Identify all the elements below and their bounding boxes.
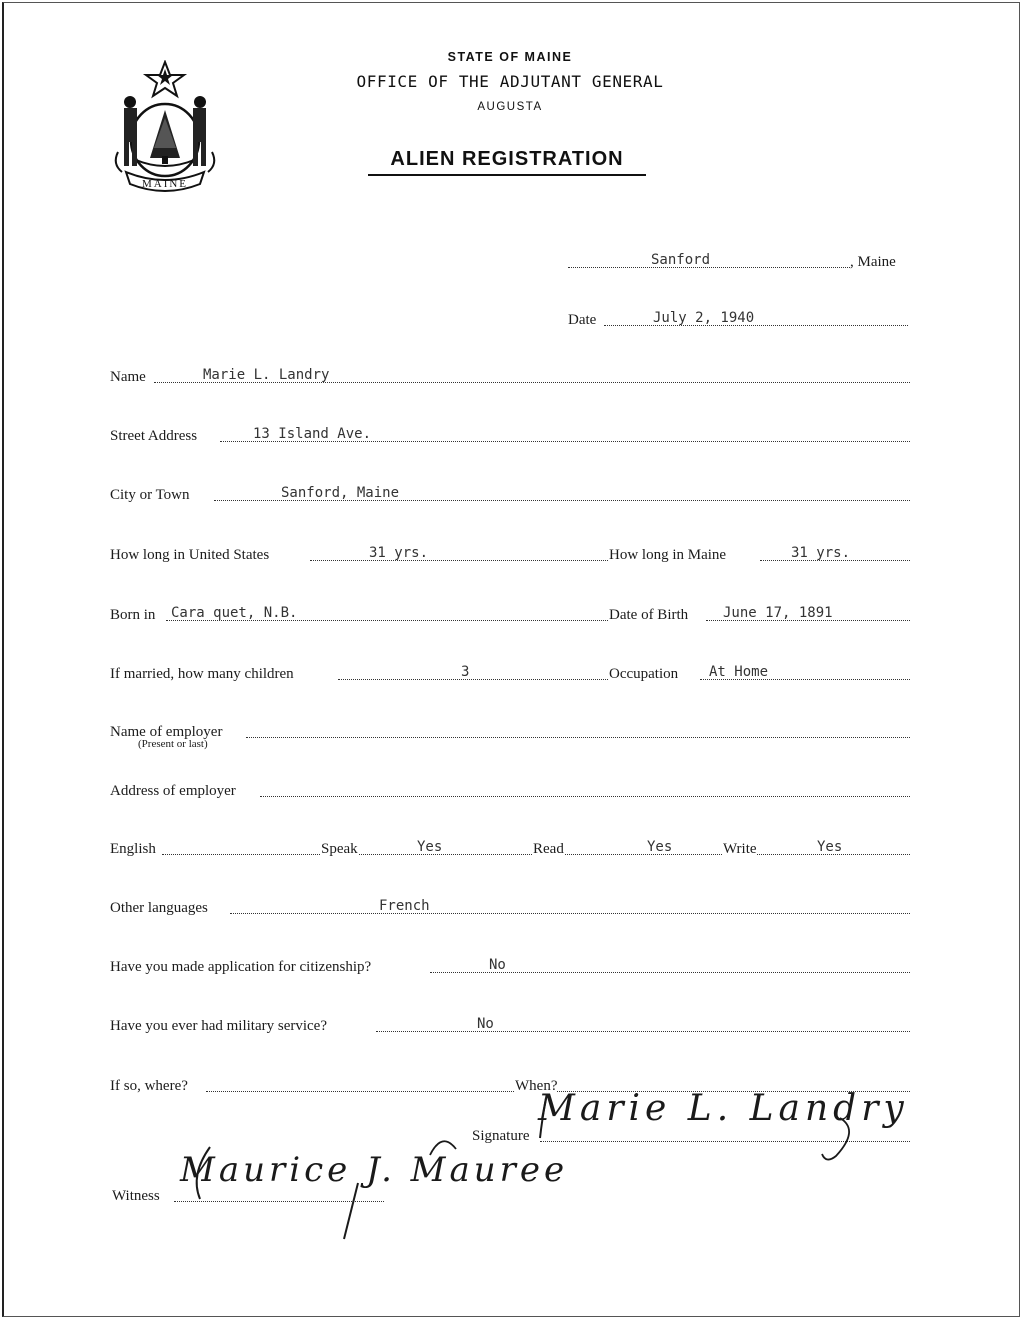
name-row — [110, 357, 910, 385]
employer-name-label: Name of employer — [110, 724, 223, 740]
born-label: Born in — [110, 607, 156, 623]
read-label: Read — [533, 841, 564, 857]
occupation-label: Occupation — [609, 666, 679, 682]
other-languages-value: French — [379, 898, 430, 914]
form-title: ALIEN REGISTRATION — [368, 148, 646, 176]
state-seal-logo — [108, 60, 222, 195]
witness-label: Witness — [112, 1188, 160, 1204]
employer-note: (Present or last) — [138, 738, 208, 750]
place-value: Sanford — [651, 252, 711, 268]
citizenship-label: Have you made application for citizenship? — [110, 959, 372, 975]
other-languages-row — [110, 888, 910, 916]
children-row — [110, 654, 910, 682]
children-value: 3 — [461, 664, 470, 680]
name-value: Marie L. Landry — [203, 367, 330, 383]
read-value: Yes — [647, 839, 673, 855]
citizenship-row — [110, 947, 910, 975]
header-state: STATE OF MAINE — [447, 50, 573, 64]
dotted-line — [260, 796, 910, 797]
dotted-line — [338, 679, 608, 680]
signature-value: Marie L. Landry — [538, 1088, 909, 1129]
when-label: When? — [515, 1078, 558, 1094]
military-value: No — [477, 1016, 494, 1032]
years-maine-label: How long in Maine — [609, 547, 727, 563]
military-row — [110, 1006, 910, 1034]
signature-label: Signature — [472, 1128, 530, 1144]
born-row — [110, 595, 910, 623]
city-value: Sanford, Maine — [281, 485, 400, 501]
dotted-line — [310, 560, 608, 561]
citizenship-value: No — [489, 957, 506, 973]
military-label: Have you ever had military service? — [110, 1018, 327, 1034]
children-label: If married, how many children — [110, 666, 294, 682]
dotted-line — [604, 325, 908, 326]
years-us-label: How long in United States — [110, 547, 270, 563]
write-label: Write — [723, 841, 757, 857]
employer-address-label: Address of employer — [110, 783, 236, 799]
witness-flourish — [180, 1135, 600, 1245]
years-maine-value: 31 yrs. — [791, 545, 851, 561]
where-label: If so, where? — [110, 1078, 188, 1094]
dotted-line — [230, 913, 910, 914]
speak-value: Yes — [417, 839, 443, 855]
city-label: City or Town — [110, 487, 190, 503]
street-row — [110, 416, 910, 444]
date-value: July 2, 1940 — [653, 310, 755, 326]
write-value: Yes — [817, 839, 843, 855]
years-row — [110, 535, 910, 563]
street-label: Street Address — [110, 428, 198, 444]
dob-label: Date of Birth — [609, 607, 689, 623]
dotted-line — [376, 1031, 910, 1032]
place-suffix-label: , Maine — [850, 254, 896, 270]
english-label: English — [110, 841, 156, 857]
born-value: Cara quet, N.B. — [171, 605, 298, 621]
header-office: OFFICE OF THE ADJUTANT GENERAL — [356, 72, 664, 91]
city-row — [110, 475, 910, 503]
place-row — [568, 242, 910, 270]
dotted-line — [246, 737, 910, 738]
witness-value: Maurice J. Mauree — [180, 1150, 569, 1190]
english-row — [110, 829, 910, 857]
years-us-value: 31 yrs. — [369, 545, 429, 561]
date-label: Date — [568, 312, 597, 328]
dob-value: June 17, 1891 — [723, 605, 833, 621]
occupation-value: At Home — [709, 664, 769, 680]
name-label: Name — [110, 369, 146, 385]
other-languages-label: Other languages — [110, 900, 208, 916]
employer-address-row — [110, 771, 910, 799]
header-city: AUGUSTA — [477, 101, 543, 113]
street-value: 13 Island Ave. — [253, 426, 372, 442]
seal-banner-text: MAINE — [141, 178, 189, 190]
employer-name-row — [110, 712, 910, 740]
date-row — [568, 300, 910, 328]
speak-label: Speak — [321, 841, 358, 857]
